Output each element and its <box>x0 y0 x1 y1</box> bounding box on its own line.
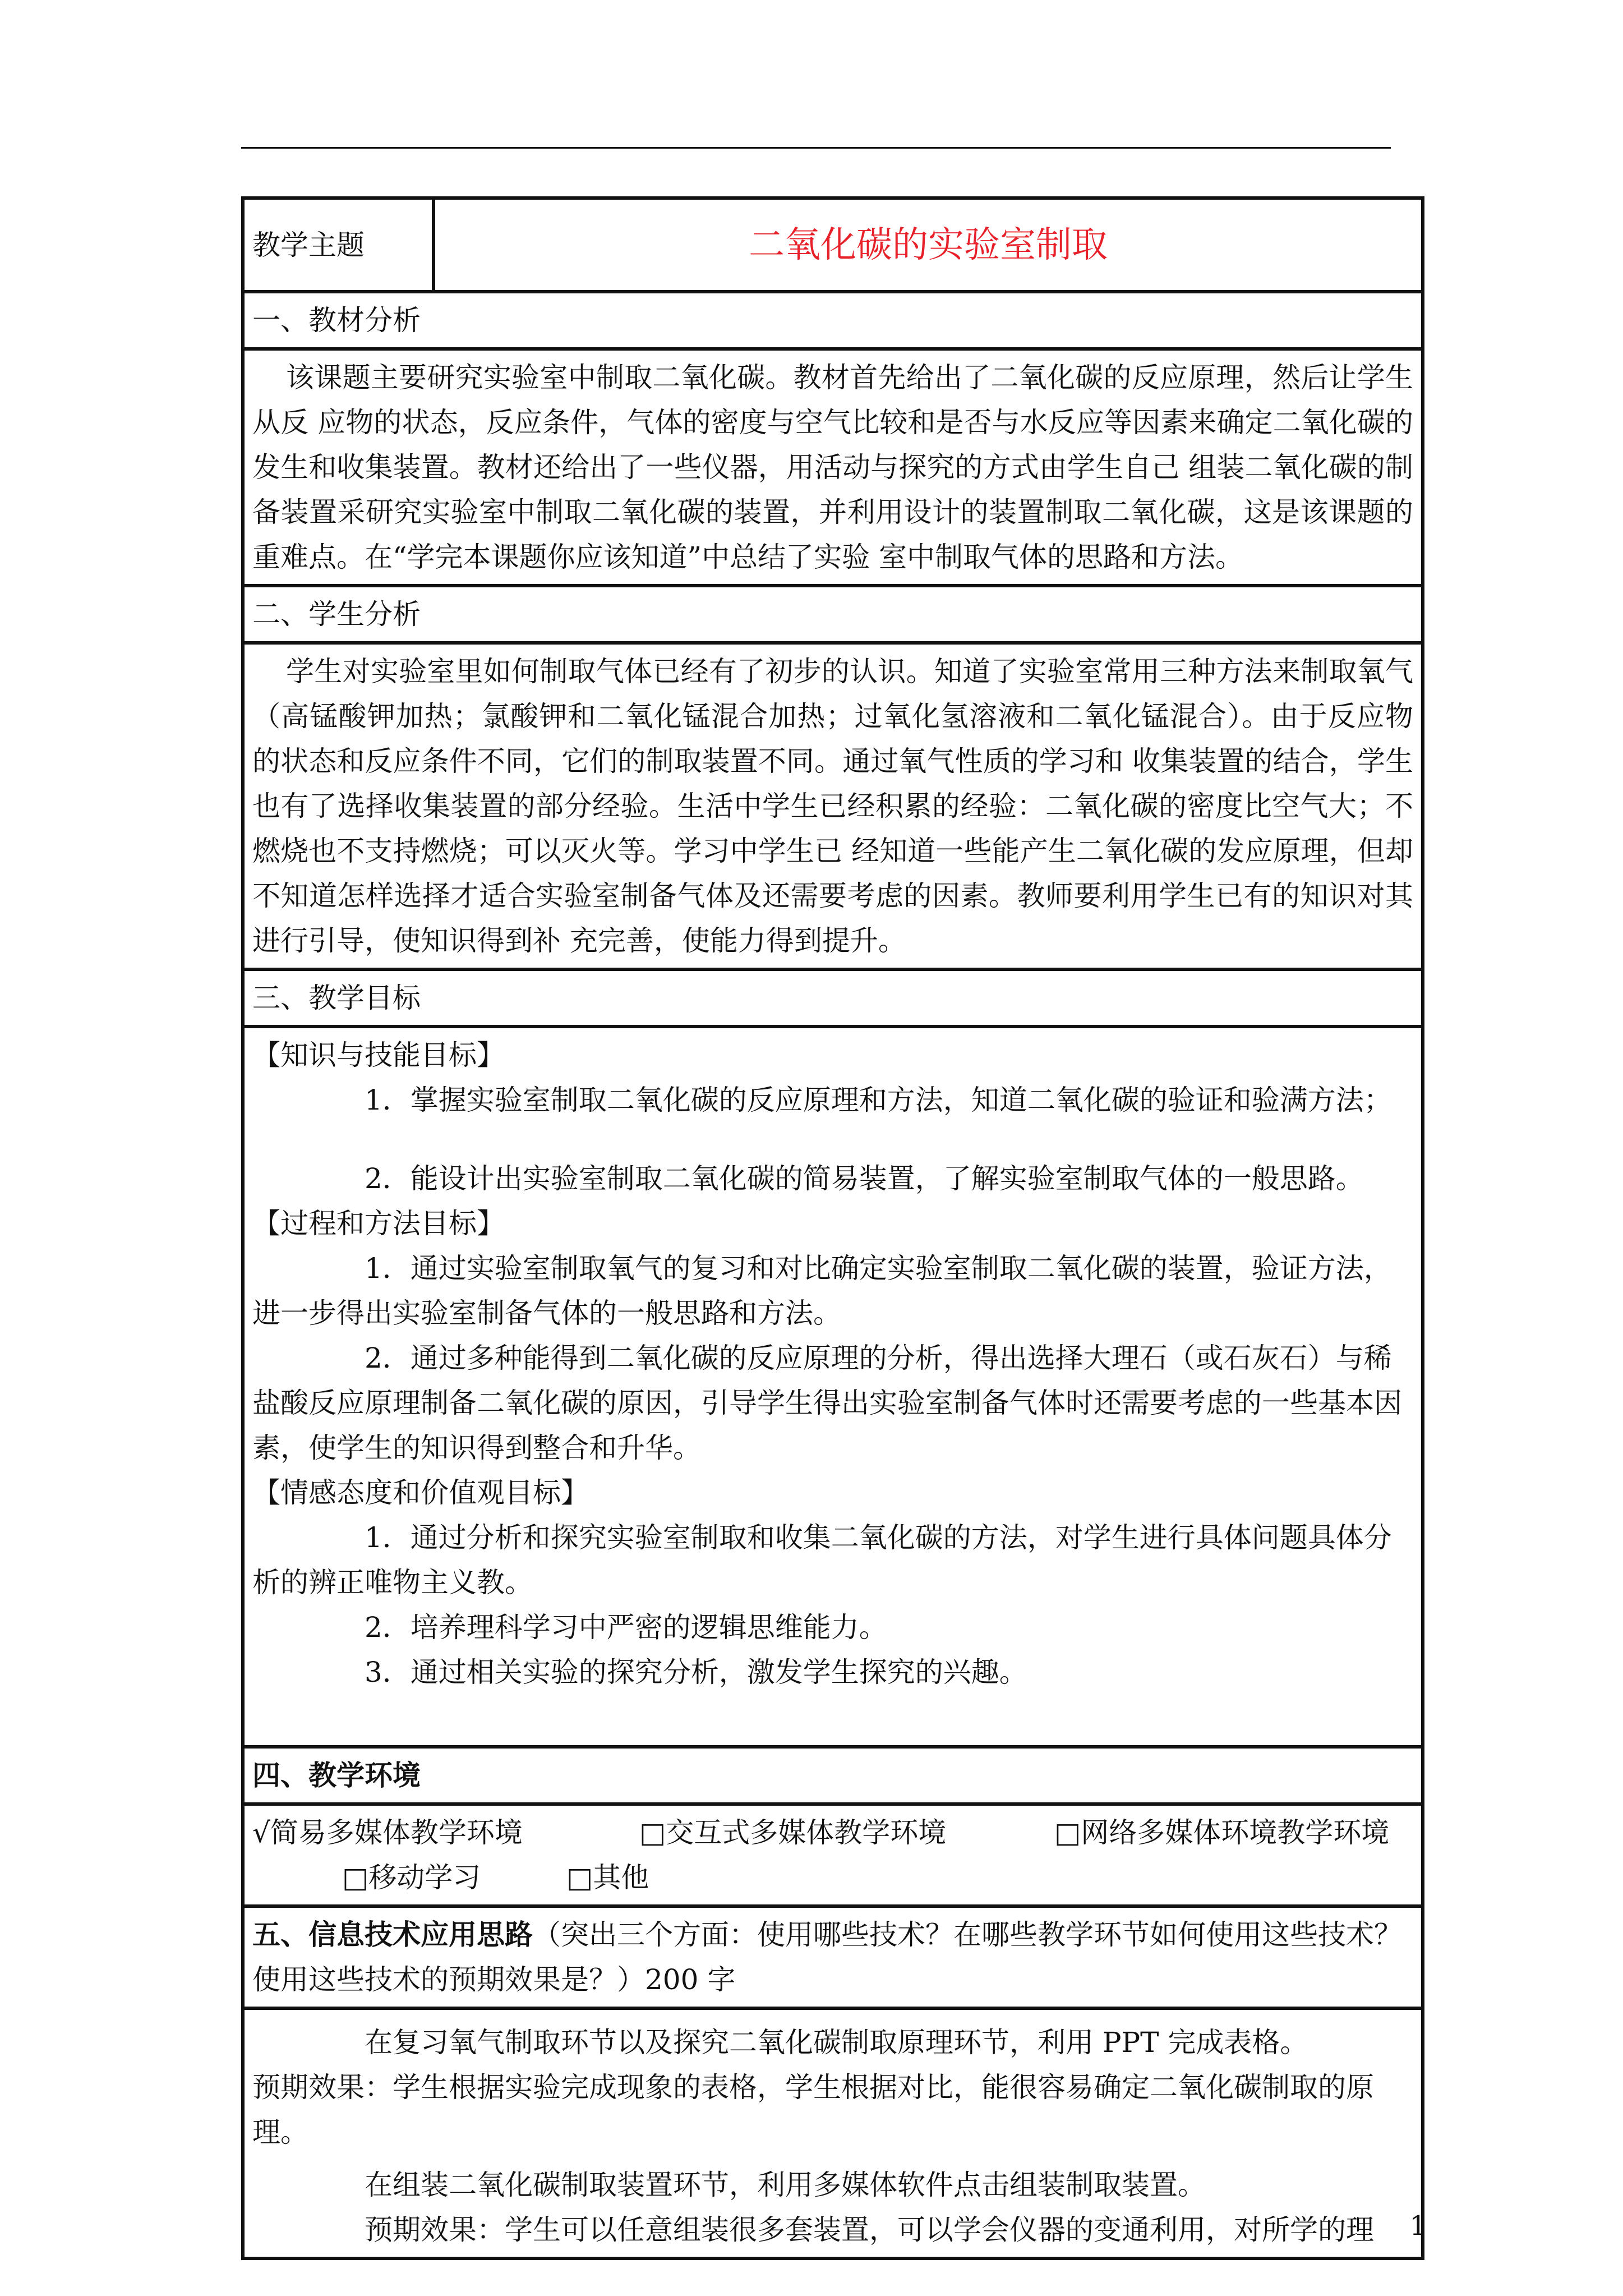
title-row <box>243 198 1423 292</box>
emotion-goal-3: 3．通过相关实验的探究分析，激发学生探究的兴趣。 <box>365 1656 1027 1688</box>
sec4-heading: 四、教学环境 <box>243 1747 1423 1804</box>
process-goals-title: 【过程和方法目标】 <box>252 1207 505 1240</box>
sec5-line-1: 在复习氧气制取环节以及探究二氧化碳制取原理环节，利用 PPT 完成表格。 <box>365 2026 1308 2059</box>
env-option-mobile-learning[interactable]: □移动学习 <box>342 1861 481 1894</box>
sec2-heading-row <box>243 586 1423 643</box>
env-option-network-multimedia[interactable]: □网络多媒体环境教学环境 <box>1054 1816 1390 1849</box>
sec5-line-2: 预期效果：学生根据实验完成现象的表格，学生根据对比，能很容易确定二氧化碳制取的原理。 <box>252 2071 1374 2148</box>
topic-label: 教学主题 <box>243 198 434 292</box>
sec2-body: 学生对实验室里如何制取气体已经有了初步的认识。知道了实验室常用三种方法来制取氧气（高锰酸钾加热；氯酸钾和二氧化锰混合加热；过氧化氢溶液和二氧化锰混合）。由于反应物的状态和反应条件不同，它们的制取装置不同。通过氧气性质的学习和 收集装置的结合，学生也有了选择收集装置的部分经验。生活中学生已经积累的经验：二氧化碳的密度比空气大；不燃烧也不支持燃烧；可以灭火等。学习中学生已 经知道一些能产生二氧化碳的发应原理，但却不知道怎样选择才适合实验室制备气体及还需要考虑的因素。教师要利用学生已有的知识对其进行引导，使知识得到补 充完善，使能力得到提升。 <box>252 655 1413 957</box>
sec5-line-3: 在组装二氧化碳制取装置环节，利用多媒体软件点击组装制取装置。 <box>365 2169 1206 2201</box>
sec3-heading-row <box>243 969 1423 1027</box>
sec5-note: （突出三个方面：使用哪些技术？在哪些教学环节如何使用这些技术？使用这些技术的预期效果是？）200 字 <box>252 1918 1402 1996</box>
sec2-body-row <box>243 643 1423 969</box>
sec5-body-row <box>243 2008 1423 2258</box>
page-number: 1 <box>1409 2210 1427 2242</box>
sec4-body-row <box>243 1804 1423 1906</box>
sec2-heading: 二、学生分析 <box>243 586 1423 643</box>
sec3-heading: 三、教学目标 <box>243 969 1423 1027</box>
sec1-body-row <box>243 349 1423 586</box>
header-rule <box>241 147 1391 149</box>
env-option-interactive-multimedia[interactable]: □交互式多媒体教学环境 <box>639 1816 947 1849</box>
sec1-heading: 一、教材分析 <box>243 292 1423 349</box>
process-goal-2: 2．通过多种能得到二氧化碳的反应原理的分析，得出选择大理石（或石灰石）与稀盐酸反应原理制备二氧化碳的原因，引导学生得出实验室制备气体时还需要考虑的一些基本因素，使学生的知识得到整合和升华。 <box>252 1342 1402 1464</box>
lesson-plan-table <box>241 196 1424 2260</box>
sec1-body: 该课题主要研究实验室中制取二氧化碳。教材首先给出了二氧化碳的反应原理，然后让学生从反 应物的状态，反应条件，气体的密度与空气比较和是否与水反应等因素来确定二氧化碳的发生和收集装置。教材还给出了一些仪器，用活动与探究的方式由学生自己 组装二氧化碳的制备装置采研究实验室中制取二氧化碳的装置，并利用设计的装置制取二氧化碳，这是该课题的重难点。在“学完本课题你应该知道”中总结了实验 室中制取气体的思路和方法。 <box>252 361 1413 573</box>
emotion-goals-title: 【情感态度和价值观目标】 <box>252 1476 589 1509</box>
knowledge-goal-1: 1．掌握实验室制取二氧化碳的反应原理和方法，知道二氧化碳的验证和验满方法； <box>365 1084 1392 1116</box>
sec5-heading: 五、信息技术应用思路 <box>252 1918 533 1951</box>
env-option-other[interactable]: □其他 <box>566 1861 649 1894</box>
sec4-heading-row <box>243 1747 1423 1804</box>
emotion-goal-2: 2．培养理科学习中严密的逻辑思维能力。 <box>365 1611 887 1644</box>
lesson-title: 二氧化碳的实验室制取 <box>434 198 1423 292</box>
sec5-line-4: 预期效果：学生可以任意组装很多套装置，可以学会仪器的变通利用，对所学的理 <box>365 2214 1374 2246</box>
process-goal-1: 1．通过实验室制取氧气的复习和对比确定实验室制取二氧化碳的装置，验证方法，进一步得出实验室制备气体的一般思路和方法。 <box>252 1252 1392 1329</box>
emotion-goal-1: 1．通过分析和探究实验室制取和收集二氧化碳的方法，对学生进行具体问题具体分析的辨正唯物主义教。 <box>252 1521 1392 1599</box>
knowledge-goal-2: 2．能设计出实验室制取二氧化碳的简易装置，了解实验室制取气体的一般思路。 <box>365 1162 1364 1195</box>
sec1-heading-row <box>243 292 1423 349</box>
knowledge-goals-title: 【知识与技能目标】 <box>252 1039 505 1071</box>
sec3-body-row <box>243 1027 1423 1747</box>
sec5-heading-row <box>243 1906 1423 2008</box>
env-option-simple-multimedia[interactable]: √简易多媒体教学环境 <box>252 1816 523 1849</box>
